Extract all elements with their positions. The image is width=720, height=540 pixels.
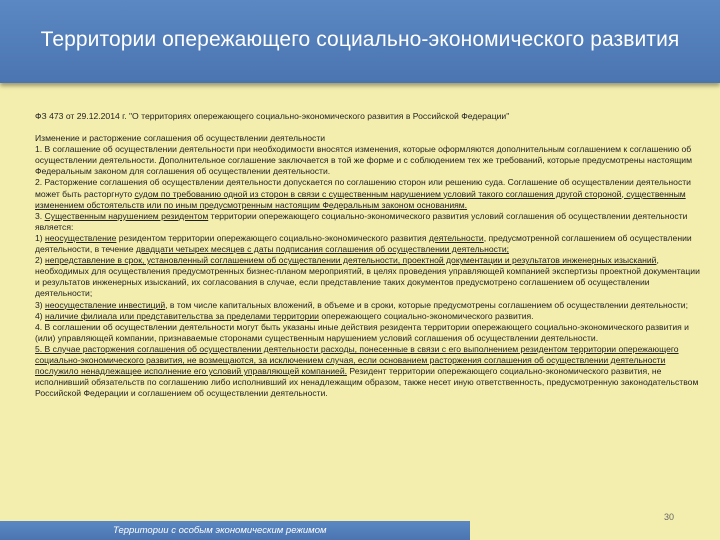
list-item-1 [35,233,700,255]
list-item-2-underlined: непредставление в срок, установленный соглашением об осуществлении деятельности, проектной документации и результатов инженерных изысканий [45,255,657,266]
list-item-3 [35,300,700,311]
list-item-3-number: 3) [35,299,46,310]
page-number: 30 [664,512,675,522]
paragraph-1: 1. В соглашение об осуществлении деятельности при необходимости вносятся изменения, которые оформляются дополнительным соглашением к соглашению об осуществлении деятельности. Дополнительное соглашение заключается в той же форме и с соблюдением тех же требований, которые предусмотрены настоящим Федеральным законом для соглашения об осуществлении деятельности. [35,144,693,177]
list-item-4 [35,311,700,322]
law-heading: ФЗ 473 от 29.12.2014 г. "О территориях опережающего социально-экономического развития в Российской Федерации" [35,111,510,121]
list-item-1-number: 1) [35,232,46,243]
footer-bar [0,521,470,540]
paragraph-2-text: 2. Расторжение соглашения об осуществлении деятельности допускается по соглашению сторон или решению суда. Соглашение об осуществлении деятельности может быть расторгнуто [35,177,691,199]
spacer [35,122,700,133]
paragraph-5-text: Резидент территории опережающего социально-экономического развития, не исполнивший обязательств по соглашению либо исполнивший их ненадлежащим образом, также несет иную ответственность, предусмотренную законодательством Российской Федерации и соглашением об осуществлении деятельности. [35,366,699,399]
page-title: Территории опережающего социально-экономического развития [40,28,680,51]
section-heading: Изменение и расторжение соглашения об осуществлении деятельности [35,133,326,144]
list-item-4-text: опережающего социально-экономического развития. [319,310,534,321]
document-body [35,111,700,399]
paragraph-4: 4. В соглашении об осуществлении деятельности могут быть указаны иные действия резидента территории опережающего социально-экономического развития и (или) управляющей компании, признаваемые сторонами существенным нарушением условий соглашения об осуществлении деятельности. [35,321,689,343]
footer-text: Территории с особым экономическим режимом [113,525,327,536]
list-item-1-underlined-2: деятельности [428,232,484,243]
paragraph-3-number: 3. [35,210,45,221]
list-item-1-text: резидентом территории опережающего социально-экономического развития [116,232,429,243]
paragraph-5 [35,344,700,399]
paragraph-2 [35,177,700,210]
list-item-2 [35,255,700,299]
list-item-2-text: , необходимых для осуществления предусмотренных бизнес-планом мероприятий, в целях проведения управляющей компанией экспертизы проектной документации и результатов инженерных изысканий, их согласования в случае, если представление таких документов предусмотрено соглашением об осуществлении деятельности; [35,255,700,299]
title-bar [0,0,720,83]
paragraph-2-underlined: судом по требованию одной из сторон в связи с существенным нарушением условий такого соглашения другой стороной, существенным изменением обстоятельств или по иным предусмотренным настоящим Федеральным законом основаниям. [35,188,686,210]
paragraph-3-underlined: Существенным нарушением резидентом [44,210,209,221]
list-item-1-underlined-3: двадцати четырех месяцев с даты подписания соглашения об осуществлении деятельности; [135,244,510,255]
paragraph-3-text: территории опережающего социально-экономического развития условий соглашения об осуществлении деятельности является: [35,210,688,232]
list-item-1-underlined: неосуществление [45,232,117,243]
paragraph-3 [35,211,700,233]
list-item-3-underlined: неосуществление инвестиций [45,299,166,310]
list-item-4-number: 4) [35,310,46,321]
paragraph-5-underlined: 5. В случае расторжения соглашения об осуществлении деятельности расходы, понесенные в связи с его выполнением резидентом территории опережающего социально-экономического развития, не возмещаются, за исключением случая, если основанием расторжения соглашения об осуществлении деятельности послужило ненадлежащее исполнение его условий управляющей компанией. [35,343,679,377]
list-item-1-text-2: , предусмотренной соглашением об осуществлении деятельности, в течение [35,232,692,255]
list-item-2-number: 2) [35,255,46,266]
list-item-4-underlined: наличие филиала или представительства за пределами территории [45,310,319,321]
list-item-3-text: , в том числе капитальных вложений, в объеме и в сроки, которые предусмотрены соглашением об осуществлении деятельности; [165,299,688,310]
